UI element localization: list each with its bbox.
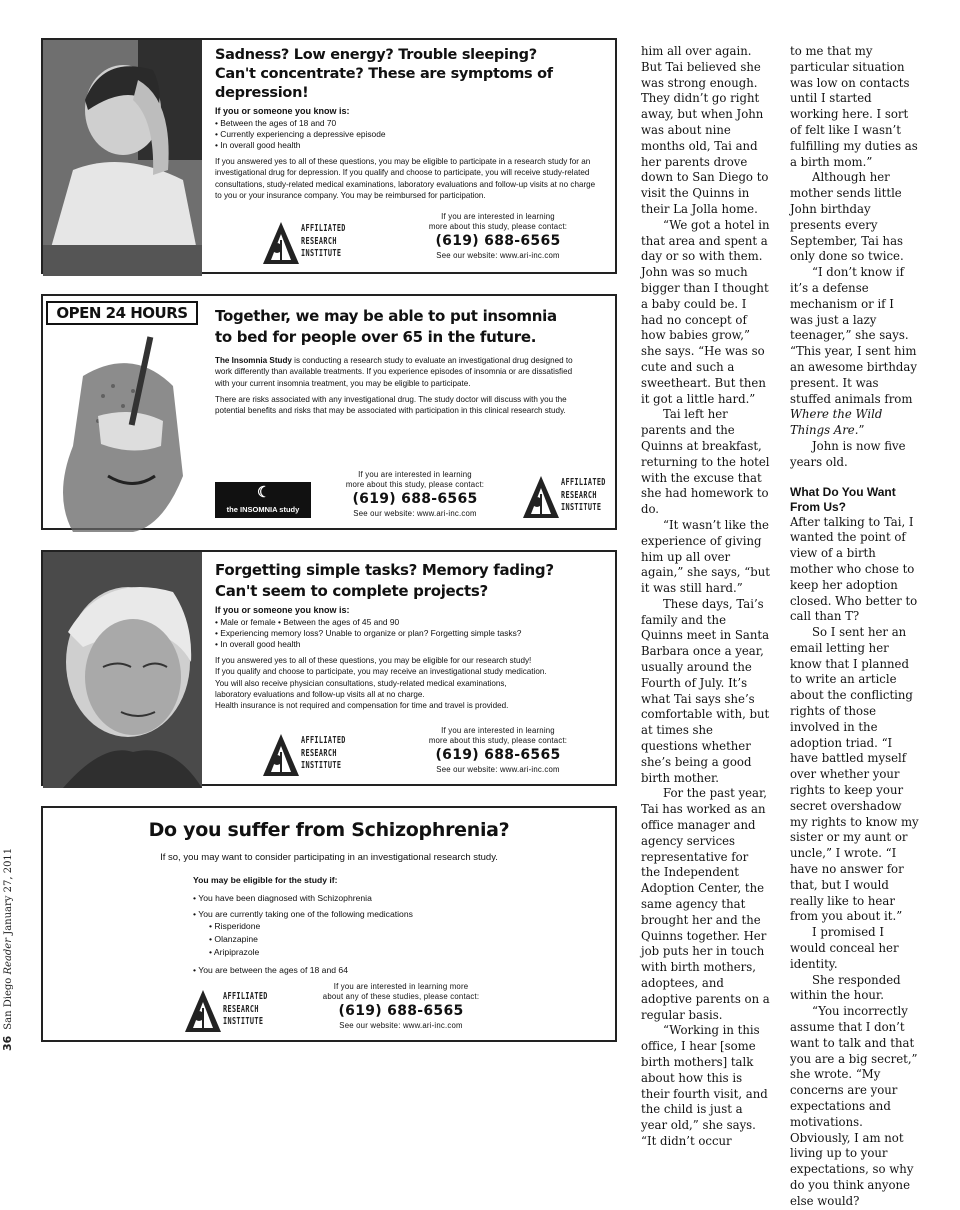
article-column-1	[641, 44, 771, 1150]
contact-website: See our website: www.ari-inc.com	[436, 765, 560, 774]
article-paragraph: Tai left her parents and the Quinns at breakfast, returning to the hotel with the excuse that she had homework to do.	[641, 407, 770, 517]
open-24-hours-sign: OPEN 24 HOURS	[56, 304, 188, 322]
list-item: • Male or female • Between the ages of 45 and 90	[215, 617, 607, 628]
ad-headline: Do you suffer from Schizophrenia?	[148, 819, 510, 841]
contact-line: If you are interested in learning	[441, 212, 555, 221]
ari-triangle-icon	[261, 732, 301, 778]
medication-item: • Aripiprazole	[209, 946, 260, 957]
ari-triangle-icon	[521, 474, 561, 520]
ari-logo	[521, 474, 611, 522]
list-item: • In overall good health	[215, 140, 607, 151]
publication-name: San Diego	[3, 977, 14, 1030]
insomnia-logo-text: the INSOMNIA study	[226, 505, 300, 514]
contact-line: If you are interested in learning	[441, 726, 555, 735]
ari-logo	[261, 220, 351, 268]
article-paragraph: him all over again. But Tai believed she was strong enough. They didn’t go right away, but when John was about nine months old, Tai and her parents drove down to San Diego to visit the Quinns in their La Jolla home.	[641, 44, 769, 216]
ari-logo	[261, 732, 351, 780]
ari-logo-text: AFFILIATED RESEARCH INSTITUTE	[301, 223, 346, 259]
article-paragraph: “I don’t know if it’s a defense mechanism or if I was just a lazy teenager,” she says. “This year, I sent him an awesome birthday present. It was stuffed animals from Where the Wild Things Are.”	[790, 265, 917, 438]
article-paragraph: I promised I would conceal her identity.	[790, 925, 899, 971]
publication-name-italic: Reader	[3, 937, 14, 975]
ari-triangle-icon	[183, 988, 223, 1034]
article-paragraph: After talking to Tai, I wanted the point of view of a birth mother who chose to keep her adoption closed. Who better to call than T?	[790, 514, 918, 624]
contact-line: If you are interested in learning	[358, 470, 472, 479]
article-column-2	[790, 44, 920, 1210]
ad-body-text: If you answered yes to all of these questions, you may be eligible for our research study! If you qualify and choose to participate, you may receive an investigational study medication. You will also receive physician consultations, study-related medical examinations, laboratory evaluations and follow-up visits all at no charge. Health insurance is not required and compensation for time and travel is provided.	[215, 656, 547, 711]
contact-phone: (619) 688-6565	[435, 747, 561, 763]
medication-item: • Olanzapine	[209, 934, 258, 945]
medication-item: • Risperidone	[209, 921, 261, 932]
ari-logo	[183, 988, 273, 1036]
page-folio	[1, 847, 14, 1051]
contact-line: more about this study, please contact:	[428, 736, 568, 745]
contact-phone: (619) 688-6565	[338, 1003, 464, 1019]
contact-website: See our website: www.ari-inc.com	[339, 1021, 463, 1030]
book-title: Where the Wild Things Are.	[790, 407, 883, 438]
article-paragraph: These days, Tai’s family and the Quinns meet in Santa Barbara once a year, usually around the Fourth of July. It’s what Tai says she’s comfortable with, but at times she questions whether she’s being a good birth mother.	[641, 596, 770, 785]
article-subhead: What Do You Want From Us?	[790, 484, 896, 514]
ad-photo-young-man	[43, 40, 202, 272]
ari-logo-text: AFFILIATED RESEARCH INSTITUTE	[561, 477, 606, 513]
contact-line: more about this study, please contact:	[428, 222, 568, 231]
article-paragraph: “We got a hotel in that area and spent a day or so with them. John was so much bigger than I thought a baby could be. I had no concept of how babies grow,” she says. “He was so cute and such a sweetheart. But then it got a little hard.”	[641, 217, 770, 406]
eligibility-heading: You may be eligible for the study if:	[193, 875, 338, 885]
contact-line: If you are interested in learning more	[333, 982, 469, 991]
list-item: • In overall good health	[215, 639, 607, 650]
contact-website: See our website: www.ari-inc.com	[436, 251, 560, 260]
elderly-woman-illustration	[43, 552, 202, 788]
article-paragraph: John is now five years old.	[790, 438, 906, 469]
eligibility-list	[215, 118, 607, 151]
issue-date: January 27, 2011	[3, 847, 14, 935]
ad-subhead: If you or someone you know is:	[215, 106, 350, 116]
contact-line: about any of these studies, please contact:	[322, 992, 480, 1001]
article-paragraph: So I sent her an email letting her know that I planned to write an article about the conflicting rights of those involved in the adoption triad. “I have battled myself over whether your rights to keep your secret overshadow my rights to know my sister or my aunt or uncle,” I wrote. “I have no answer for that, but I would really like to hear from you about it.”	[790, 625, 919, 924]
list-item: • You are between the ages of 18 and 64	[193, 964, 348, 975]
list-item: • You have been diagnosed with Schizophrenia	[193, 892, 372, 903]
ad-body-text: If you answered yes to all of these questions, you may be eligible to participate in a research study for an investigational drug for depression. If you qualify and choose to participate, you will receive study-related consultations, study-related medical examinations, laboratory evaluations and follow-up visits at no charge to you or your insurance company. You may be reimbursed for participation.	[215, 157, 596, 200]
ari-logo-text: AFFILIATED RESEARCH INSTITUTE	[223, 991, 268, 1027]
list-item: • You are currently taking one of the following medications	[193, 908, 413, 919]
eligibility-block	[193, 874, 413, 977]
article-paragraph: Although her mother sends little John birthday presents every September, Tai has only done so twice.	[790, 170, 904, 264]
article-paragraph: “You incorrectly assume that I don’t want to talk and that you are a big secret,” she wrote. “My concerns are your expectations and motivations. Obviously, I am not living up to your expectations, so why do you think anyone else would?	[790, 1004, 918, 1208]
ad-body	[215, 560, 607, 711]
eligibility-list	[215, 617, 607, 650]
ad-body	[215, 306, 607, 416]
ad-headline: Together, we may be able to put insomnia to bed for people over 65 in the future.	[215, 307, 557, 346]
article-paragraph: “It wasn’t like the experience of giving him up all over again,” she says, “but it was still hard.”	[641, 517, 770, 596]
schizophrenia-study-ad	[41, 806, 617, 1042]
ari-triangle-icon	[261, 220, 301, 266]
ad-body-text: There are risks associated with any investigational drug. The study doctor will discuss with you the potential benefits and risks that may be associated with participation in this clinical research study.	[215, 394, 567, 416]
ad-headline: Forgetting simple tasks? Memory fading? Can't seem to complete projects?	[215, 561, 554, 600]
memory-study-ad	[41, 550, 617, 786]
insomnia-study-ad	[41, 294, 617, 530]
list-item: • Experiencing memory loss? Unable to organize or plan? Forgetting simple tasks?	[215, 628, 607, 639]
ad-headline: Sadness? Low energy? Trouble sleeping? Can't concentrate? These are symptoms of depression!	[215, 47, 553, 101]
article-paragraph: She responded within the hour.	[790, 972, 901, 1003]
article-paragraph: to me that my particular situation was low on contacts until I started working here. I sort of felt like I wasn’t fulfilling my duties as a birth mom.”	[790, 44, 918, 169]
page-number: 36	[1, 1035, 14, 1051]
ari-logo-text: AFFILIATED RESEARCH INSTITUTE	[301, 735, 346, 771]
depression-study-ad	[41, 38, 617, 274]
ad-body-text: The Insomnia Study is conducting a research study to evaluate an investigational drug designed to work differently than available treatments. If you experience episodes of insomnia or are dissatisfied with your current insomnia treatment, you may be eligible to participate.	[215, 356, 573, 388]
ad-photo-sleepless-man	[43, 296, 202, 528]
young-man-illustration	[43, 40, 202, 276]
insomnia-study-logo	[215, 482, 311, 518]
ad-intro: If so, you may want to consider participating in an investigational research study.	[160, 852, 498, 863]
list-item: • Between the ages of 18 and 70	[215, 118, 607, 129]
contact-block	[383, 726, 613, 775]
contact-phone: (619) 688-6565	[352, 491, 478, 507]
list-item: • Currently experiencing a depressive episode	[215, 129, 607, 140]
contact-website: See our website: www.ari-inc.com	[353, 509, 477, 518]
contact-line: more about this study, please contact:	[345, 480, 485, 489]
contact-block	[383, 212, 613, 261]
article-paragraph: “Working in this office, I hear [some birth mothers] talk about how this is their fourth visit, and the child is just a year old,” she says. “It didn’t occur	[641, 1023, 768, 1148]
sleepless-man-illustration	[43, 296, 202, 532]
article-paragraph: For the past year, Tai has worked as an office manager and agency services representative for the Independent Adoption Center, the same agency that brought her and the Quinns together. Her job puts her in touch with birth mothers, adoptees, and adoptive parents on a regular basis.	[641, 786, 770, 1022]
contact-block	[291, 982, 511, 1031]
contact-block	[315, 470, 515, 519]
ad-body	[215, 46, 607, 201]
contact-phone: (619) 688-6565	[435, 233, 561, 249]
moon-icon: ☾	[257, 484, 271, 501]
ad-subhead: If you or someone you know is:	[215, 605, 350, 615]
ad-photo-elderly-woman	[43, 552, 202, 784]
